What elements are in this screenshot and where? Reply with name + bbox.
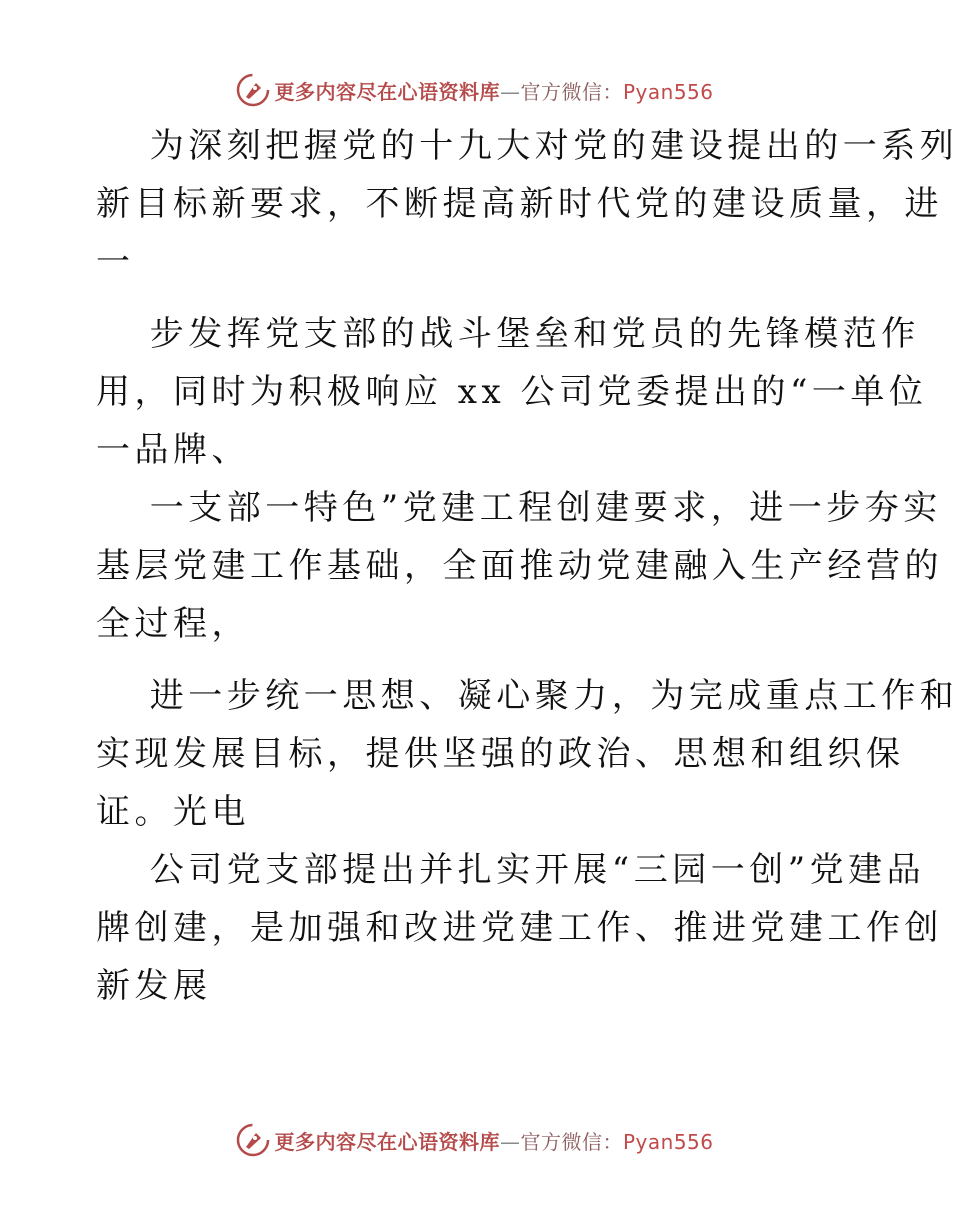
paragraph bbox=[96, 117, 958, 291]
text-line: 全过程， bbox=[96, 604, 250, 644]
watermark-wechat-id: Pyan556 bbox=[622, 1129, 714, 1154]
watermark-banner-top bbox=[0, 70, 950, 110]
text-line: 步发挥党支部的战斗堡垒和党员的先锋模范作 bbox=[96, 314, 920, 354]
watermark-lead: 更多内容尽在心语资料库 bbox=[274, 1129, 500, 1154]
document-body bbox=[96, 117, 958, 1015]
text-line: 一品牌、 bbox=[96, 430, 250, 470]
paragraph bbox=[96, 841, 943, 1015]
watermark-wechat-label: 官方微信： bbox=[520, 79, 623, 104]
watermark-text bbox=[274, 76, 713, 105]
paragraph bbox=[96, 667, 958, 841]
text-line: 一 bbox=[96, 242, 135, 282]
text-line: 用，同时为积极响应 xx 公司党委提出的“一单位 bbox=[96, 372, 928, 412]
text-line: 实现发展目标，提供坚强的政治、思想和组织保 bbox=[96, 734, 905, 774]
text-line: 基层党建工作基础，全面推动党建融入生产经营的 bbox=[96, 546, 943, 586]
watermark-separator: — bbox=[499, 1129, 521, 1154]
watermark-text bbox=[274, 1126, 713, 1155]
text-line: 公司党支部提出并扎实开展“三园一创”党建品 bbox=[96, 850, 926, 890]
pen-nib-logo-icon bbox=[236, 73, 270, 107]
text-line: 为深刻把握党的十九大对党的建设提出的一系列 bbox=[96, 126, 958, 166]
watermark-wechat-label: 官方微信： bbox=[520, 1129, 623, 1154]
text-line: 证。光电 bbox=[96, 792, 250, 832]
text-line: 进一步统一思想、凝心聚力，为完成重点工作和 bbox=[96, 676, 958, 716]
paragraph bbox=[96, 305, 928, 479]
text-line: 牌创建，是加强和改进党建工作、推进党建工作创 bbox=[96, 908, 943, 948]
text-line: 一支部一特色”党建工程创建要求，进一步夯实 bbox=[96, 488, 942, 528]
paragraph bbox=[96, 479, 943, 653]
watermark-banner-bottom bbox=[0, 1120, 950, 1160]
watermark-lead: 更多内容尽在心语资料库 bbox=[274, 79, 500, 104]
watermark-separator: — bbox=[499, 79, 521, 104]
text-line: 新发展 bbox=[96, 966, 212, 1006]
pen-nib-logo-icon bbox=[236, 1123, 270, 1157]
text-line: 新目标新要求，不断提高新时代党的建设质量，进 bbox=[96, 184, 943, 224]
watermark-wechat-id: Pyan556 bbox=[622, 79, 714, 104]
